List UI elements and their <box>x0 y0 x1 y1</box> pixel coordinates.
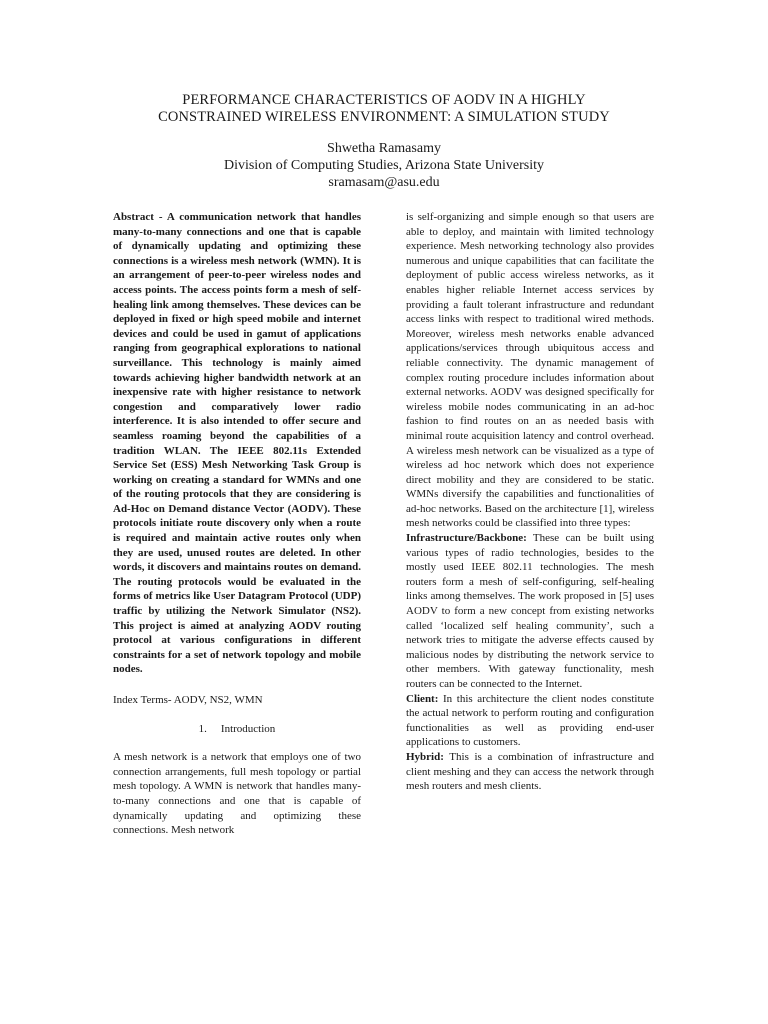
title-line-2: CONSTRAINED WIRELESS ENVIRONMENT: A SIMULATION STUDY <box>158 109 610 125</box>
hybrid-text: This is a combination of infrastructure and client meshing and they can access the network through mesh routers and mesh clients. <box>406 750 654 793</box>
section-number: 1. <box>198 722 207 735</box>
author-name: Shwetha Ramasamy <box>327 141 441 156</box>
section-heading-introduction <box>113 722 361 737</box>
hybrid-paragraph <box>406 750 654 794</box>
client-text: In this architecture the client nodes constitute the actual network to perform routing and configuration functionalities as well as providing end-user applications to customers. <box>406 692 654 749</box>
author-email: sramasam@asu.edu <box>328 175 440 190</box>
continuation-paragraph: is self-organizing and simple enough so that users are able to deploy, and maintain with limited technology experience. Mesh networking technology also provides numerous and unique capabilities that can facilitate the deployment of public access wireless networks, as it enables higher reliable Internet access services by providing a fault tolerant infrastructure and redundant access links with respect to traditional wired methods. Moreover, wireless mesh networks enable advanced applications/services through ubiquitous access and reliable connectivity. The dynamic management of complex routing procedure includes information about external networks. AODV was designed specifically for wireless mobile nodes communicating in an ad-hoc fashion to find routes on an as needed basis with minimal route acquisition latency and control overhead. A wireless mesh network can be visualized as a type of wireless ad hoc network which does not experience direct mobility and they are considered to be static. WMNs diversify the capabilities and functionalities of ad-hoc networks. Based on the architecture [1], wireless mesh networks could be classified into three types: <box>406 211 654 530</box>
infrastructure-paragraph <box>406 531 654 692</box>
hybrid-label: Hybrid: <box>406 750 444 763</box>
abstract-paragraph: Abstract - A communication network that handles many-to-many connections and one that is capable of dynamically updating and optimizing these connections is a wireless mesh network (WMN). It is an arrangement of peer-to-peer wireless nodes and access points. The access points form a mesh of self-healing link among themselves. These devices can be deployed in fixed or high speed mobile and internet devices and could be used in gamut of applications ranging from geographical explorations to national surveillance. This technology is mainly aimed towards achieving higher bandwidth network at an inexpensive rate with higher resistance to network congestion and comparatively lower radio interference. It is also intended to offer secure and seamless roaming beyond the capabilities of a tradition WLAN. The IEEE 802.11s Extended Service Set (ESS) Mesh Networking Task Group is working on creating a standard for WMNs and one of the routing protocols that they are considering is Ad-Hoc on Demand distance Vector (AODV). These protocols initiate route discovery only when a route is required and maintain active routes only when they are used, unused routes are deleted. In other words, it discovers and maintains routes on demand. The routing protocols would be evaluated in the forms of metrics like User Datagram Protocol (UDP) traffic by utilizing the Network Simulator (NS2). This project is aimed at analyzing AODV routing protocol at various configurations in different constraints for a set of network topology and mobile nodes. <box>113 211 361 676</box>
client-label: Client: <box>406 692 439 705</box>
author-block <box>60 140 708 191</box>
index-terms-keywords: AODV, NS2, WMN <box>171 694 263 706</box>
index-terms-label: Index Terms- <box>113 694 172 706</box>
infrastructure-label: Infrastructure/Backbone: <box>406 532 527 545</box>
client-paragraph <box>406 692 654 750</box>
infrastructure-text: These can be built using various types of radio technologies, besides to the mostly used IEEE 802.11 technologies. The mesh routers form a mesh of self-configuring, self-healing links among themselves. The work proposed in [5] uses AODV to form a new concept from existing networks called ‘localized self healing community’, such a network tries to mitigate the adverse effects caused by malicious nodes by distributing the network service to other members. With gateway functionality, mesh routers can be connected to the Internet. <box>406 532 654 690</box>
left-column <box>113 210 361 838</box>
author-affiliation: Division of Computing Studies, Arizona State University <box>223 158 545 173</box>
index-terms <box>113 693 361 708</box>
introduction-paragraph: A mesh network is a network that employs one of two connection arrangements, full mesh topology or partial mesh topology. A WMN is network that handles many-to-many connections and one that is capable of dynamically updating and optimizing these connections. Mesh network <box>113 751 361 837</box>
right-column <box>406 210 654 794</box>
section-title: Introduction <box>220 722 276 735</box>
paper-title <box>60 92 708 126</box>
title-line-1: PERFORMANCE CHARACTERISTICS OF AODV IN A HIGHLY <box>182 92 586 108</box>
